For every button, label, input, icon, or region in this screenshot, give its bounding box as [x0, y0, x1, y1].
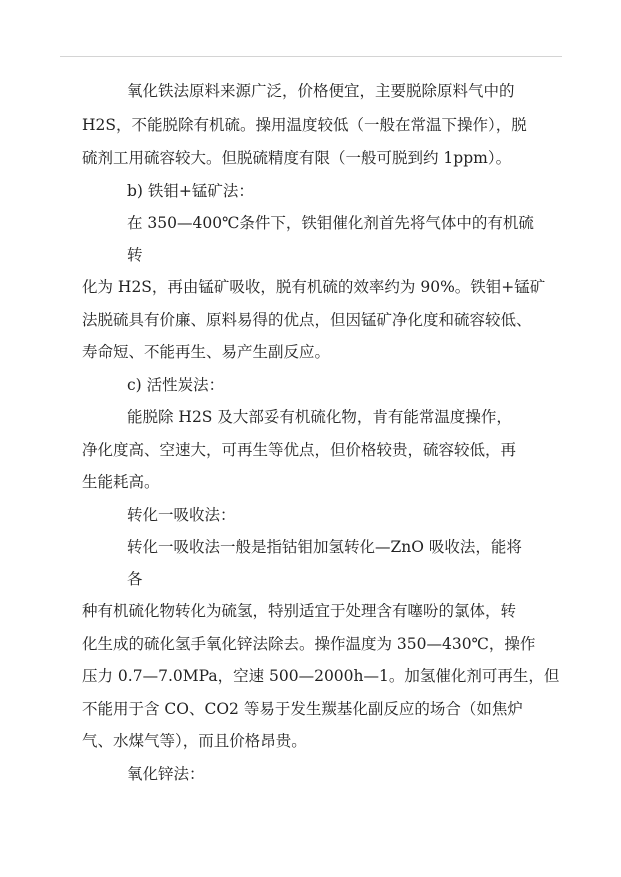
section-heading: b) 铁钼+锰矿法：	[127, 182, 254, 200]
paragraph-line: 氧化铁法原料来源广泛，价格便宜，主要脱除原料气中的	[127, 82, 515, 100]
section-heading: 转化一吸收法：	[127, 506, 236, 524]
paragraph-line: 法脱硫具有价廉、原料易得的优点，但因锰矿净化度和硫容较低、	[82, 311, 532, 329]
paragraph-line: 净化度高、空速大，可再生等优点，但价格较贵，硫容较低，再	[82, 441, 517, 459]
paragraph-line: 化为 H2S，再由锰矿吸收，脱有机硫的效率约为 90%。铁钼+锰矿	[82, 278, 546, 296]
paragraph-line: 种有机硫化物转化为硫氢，特别适宜于处理含有噻吩的氯体，转	[82, 602, 517, 620]
paragraph-line: 气、水煤气等），而且价格昂贵。	[82, 732, 307, 750]
section-heading: 氧化锌法：	[127, 765, 205, 783]
paragraph-line: 生能耗高。	[82, 473, 160, 491]
paragraph-line: 各	[127, 570, 143, 588]
paragraph-line: 寿命短、不能再生、易产生副反应。	[82, 343, 331, 361]
paragraph-line: H2S，不能脱除有机硫。操用温度较低（一般在常温下操作），脱	[82, 116, 527, 134]
paragraph-line: 化生成的硫化氢手氧化锌法除去。操作温度为 350—430℃，操作	[82, 635, 536, 653]
paragraph-line: 压力 0.7—7.0MPa，空速 500—2000h—1。加氢催化剂可再生，但	[82, 667, 560, 685]
paragraph-line: 转	[127, 246, 143, 264]
paragraph-line: 不能用于含 CO、CO2 等易于发生羰基化副反应的场合（如焦炉	[82, 700, 523, 718]
paragraph-line: 转化一吸收法一般是指钴钼加氢转化—ZnO 吸收法，能将	[127, 538, 522, 556]
header-rule	[60, 56, 562, 57]
paragraph-line: 硫剂工用硫容较大。但脱硫精度有限（一般可脱到约 1ppm）。	[82, 149, 512, 167]
section-heading: c) 活性炭法：	[127, 376, 225, 394]
paragraph-line: 在 350—400℃条件下，铁钼催化剂首先将气体中的有机硫	[127, 214, 534, 232]
paragraph-line: 能脱除 H2S 及大部妥有机硫化物，肯有能常温度操作，	[127, 408, 512, 426]
